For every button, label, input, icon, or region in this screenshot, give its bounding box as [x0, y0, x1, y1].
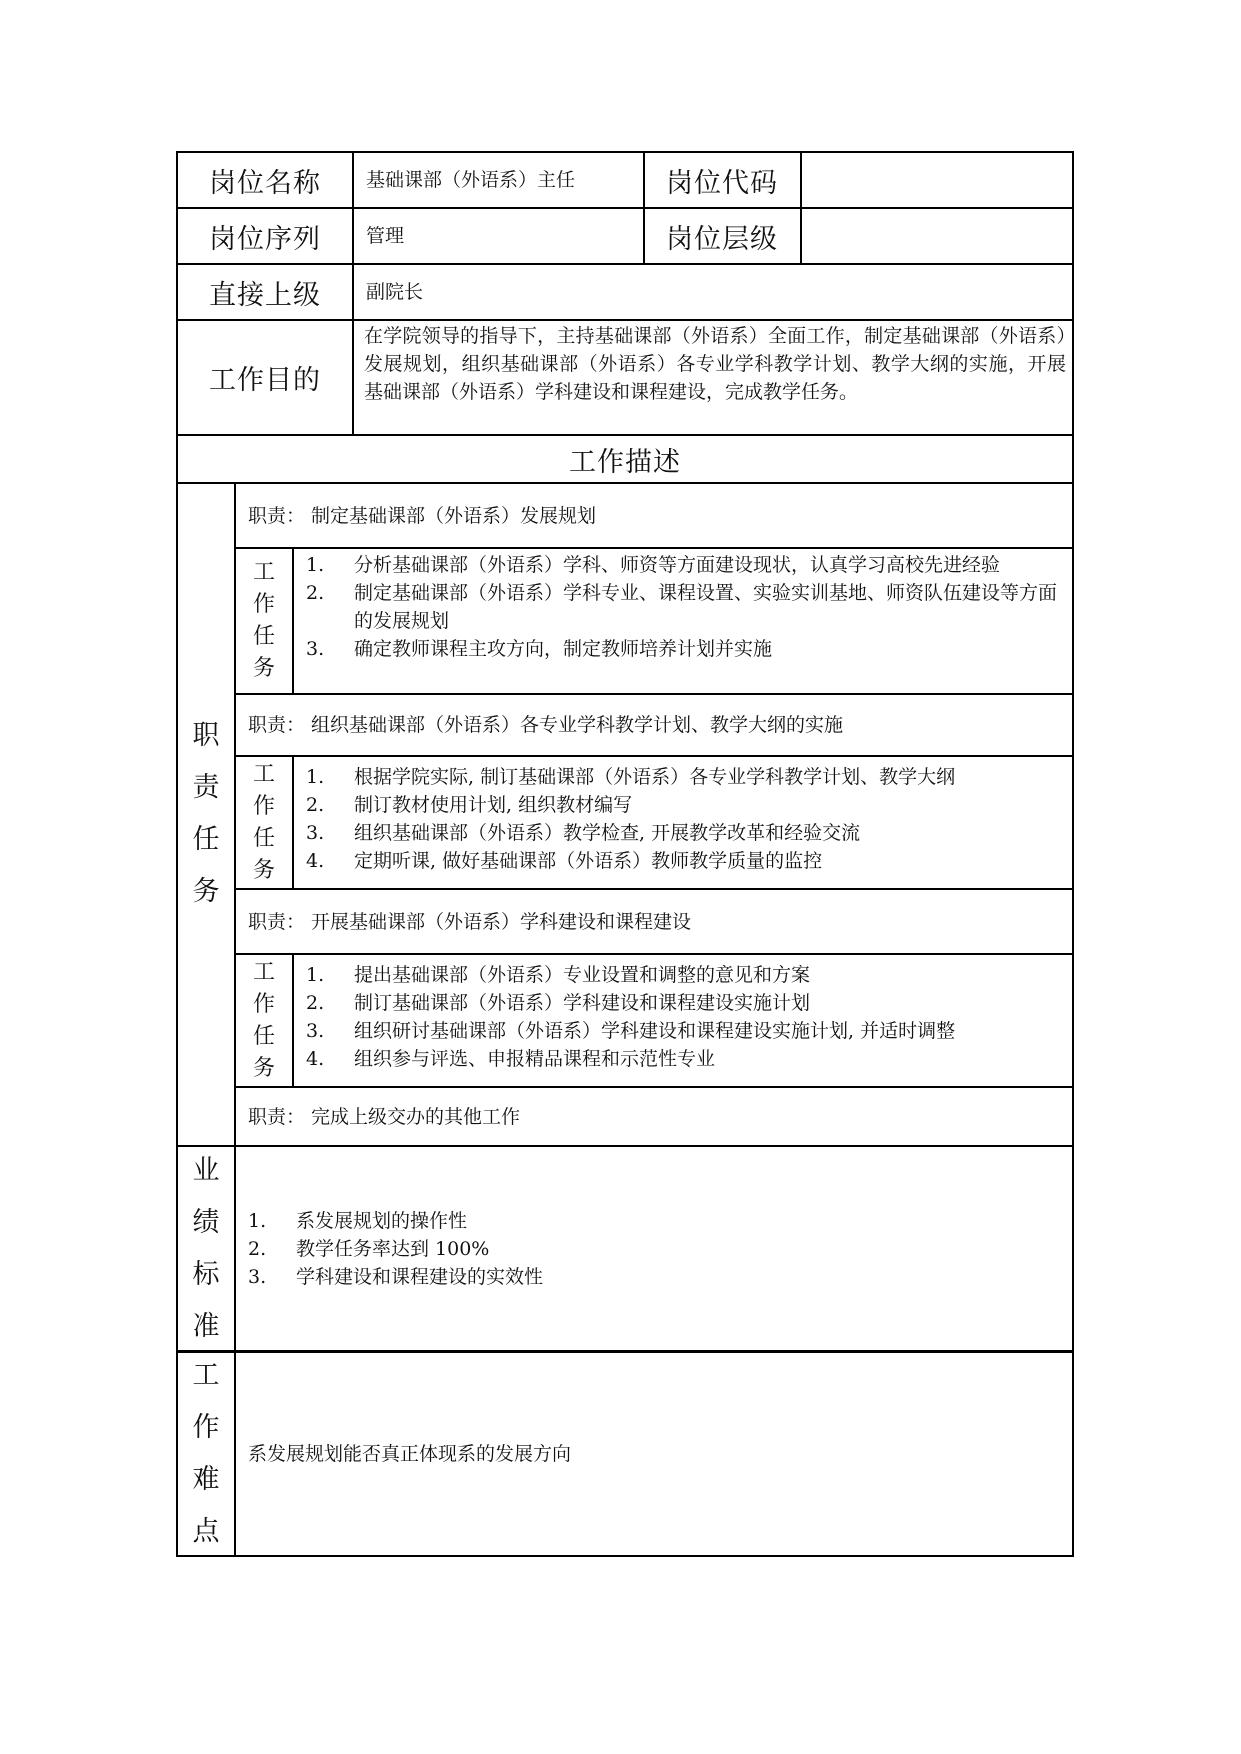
task-text: 组织基础课部（外语系）教学检查, 开展教学改革和经验交流: [354, 822, 861, 844]
list-item: [306, 847, 1066, 875]
difficulty-label-char: 作: [192, 1412, 220, 1443]
duties-label-char: 责: [192, 772, 220, 803]
performance-text: 学科建设和课程建设的实效性: [296, 1266, 544, 1288]
task-number: 2.: [306, 794, 325, 816]
performance-label-char: 绩: [192, 1206, 220, 1238]
task-number: 1.: [306, 554, 325, 576]
task-list: [306, 551, 1066, 663]
duty-title: 职责： 组织基础课部（外语系）各专业学科教学计划、教学大纲的实施: [248, 714, 844, 736]
description-title: 工作描述: [569, 446, 681, 478]
task-number: 3.: [306, 1020, 325, 1042]
task-list: [306, 961, 1066, 1073]
post-sequence-value: 管理: [366, 225, 405, 247]
post-name-value: 基础课部（外语系）主任: [366, 169, 576, 191]
difficulty-label-char: 工: [192, 1360, 220, 1391]
task-number: 3.: [306, 822, 325, 844]
task-label-char: 任: [252, 825, 275, 851]
duties-label-char: 任: [192, 824, 220, 855]
performance-text: 系发展规划的操作性: [296, 1210, 468, 1232]
post-name-label: 岗位名称: [209, 167, 321, 199]
list-item: [306, 635, 1066, 663]
task-number: 2.: [306, 582, 325, 604]
grid-line: [292, 755, 294, 888]
task-label-char: 任: [252, 1023, 275, 1049]
task-label-char: 任: [252, 624, 275, 649]
duty-title: 职责： 完成上级交办的其他工作: [248, 1105, 521, 1128]
grid-line: [234, 953, 1074, 955]
list-item: [248, 1207, 1068, 1235]
list-item: [306, 791, 1066, 819]
task-label-char: 作: [252, 592, 275, 617]
duties-label: [178, 484, 234, 1144]
task-label-char: 工: [252, 560, 275, 585]
task-number: 3.: [306, 638, 325, 660]
task-label: [236, 955, 292, 1086]
duties-label-char: 务: [192, 876, 220, 907]
performance-text: 教学任务率达到 100%: [296, 1238, 490, 1260]
list-item: [248, 1235, 1068, 1263]
task-text: 确定教师课程主攻方向，制定教师培养计划并实施: [354, 638, 773, 660]
post-code-value: [812, 153, 1070, 207]
performance-label-char: 准: [192, 1310, 220, 1342]
post-level-value: [812, 209, 1070, 263]
task-text: 制订基础课部（外语系）学科建设和课程建设实施计划: [354, 992, 811, 1014]
list-item: [306, 989, 1066, 1017]
post-level-label: 岗位层级: [666, 223, 778, 255]
task-label-char: 工: [252, 959, 275, 985]
task-number: 1.: [306, 964, 325, 986]
task-text: 根据学院实际, 制订基础课部（外语系）各专业学科教学计划、教学大纲: [354, 766, 956, 788]
table-border-bottom: [176, 1555, 1074, 1557]
grid-line: [176, 1145, 1074, 1147]
task-list: [306, 763, 1066, 875]
task-number: 1.: [306, 766, 325, 788]
supervisor-value: 副院长: [366, 281, 424, 303]
duties-label-char: 职: [192, 720, 220, 751]
task-text: 分析基础课部（外语系）学科、师资等方面建设现状，认真学习高校先进经验: [354, 554, 1001, 576]
performance-list: [248, 1207, 1068, 1291]
difficulty-label-char: 点: [192, 1516, 220, 1547]
grid-line: [800, 151, 802, 263]
duty-title: 职责： 制定基础课部（外语系）发展规划: [248, 504, 597, 527]
supervisor-label: 直接上级: [209, 279, 321, 311]
performance-label: [178, 1147, 234, 1350]
task-text: 提出基础课部（外语系）专业设置和调整的意见和方案: [354, 964, 811, 986]
performance-number: 1.: [248, 1210, 267, 1232]
post-sequence-label: 岗位序列: [209, 223, 321, 255]
grid-line: [643, 151, 645, 263]
task-text: 组织研讨基础课部（外语系）学科建设和课程建设实施计划, 并适时调整: [354, 1020, 956, 1042]
task-number: 2.: [306, 992, 325, 1014]
task-label-char: 工: [252, 761, 275, 787]
task-label: [236, 757, 292, 888]
task-number: 4.: [306, 850, 325, 872]
grid-line: [234, 755, 1074, 757]
task-text: 定期听课, 做好基础课部（外语系）教师教学质量的监控: [354, 850, 823, 872]
table-border-right: [1072, 151, 1074, 1557]
task-label-char: 作: [252, 991, 275, 1017]
performance-number: 2.: [248, 1238, 267, 1260]
task-label-char: 作: [252, 793, 275, 819]
duty-title: 职责： 开展基础课部（外语系）学科建设和课程建设: [248, 910, 692, 933]
list-item: [306, 961, 1066, 989]
task-text: 制订教材使用计划, 组织教材编写: [354, 794, 633, 816]
purpose-label: 工作目的: [209, 365, 321, 396]
performance-number: 3.: [248, 1266, 267, 1288]
performance-label-char: 标: [192, 1258, 220, 1290]
list-item: [306, 551, 1066, 579]
grid-line: [292, 953, 294, 1086]
list-item: [306, 1017, 1066, 1045]
task-label-char: 务: [252, 656, 275, 681]
performance-label-char: 业: [192, 1154, 220, 1186]
grid-line: [352, 151, 354, 434]
purpose-value: 在学院领导的指导下，主持基础课部（外语系）全面工作，制定基础课部（外语系）发展规划，组织基础课部（外语系）各专业学科教学计划、教学大纲的实施，开展基础课部（外语系）学科建设和课程建设，完成教学任务。: [364, 325, 1066, 403]
task-text: 组织参与评选、申报精品课程和示范性专业: [354, 1048, 716, 1070]
grid-line: [234, 547, 1074, 549]
list-item: [306, 579, 1066, 635]
grid-line: [292, 547, 294, 693]
post-code-label: 岗位代码: [666, 167, 778, 199]
list-item: [306, 819, 1066, 847]
list-item: [306, 763, 1066, 791]
difficulty-value: 系发展规划能否真正体现系的发展方向: [248, 1443, 572, 1465]
task-label-char: 务: [252, 1055, 275, 1081]
difficulty-label-char: 难: [192, 1464, 220, 1495]
task-text: 制定基础课部（外语系）学科专业、课程设置、实验实训基地、师资队伍建设等方面的发展规划: [354, 582, 1058, 632]
list-item: [306, 1045, 1066, 1073]
task-label-char: 务: [252, 857, 275, 883]
task-label: [236, 549, 292, 693]
list-item: [248, 1263, 1068, 1291]
task-number: 4.: [306, 1048, 325, 1070]
difficulty-label: [178, 1353, 234, 1555]
